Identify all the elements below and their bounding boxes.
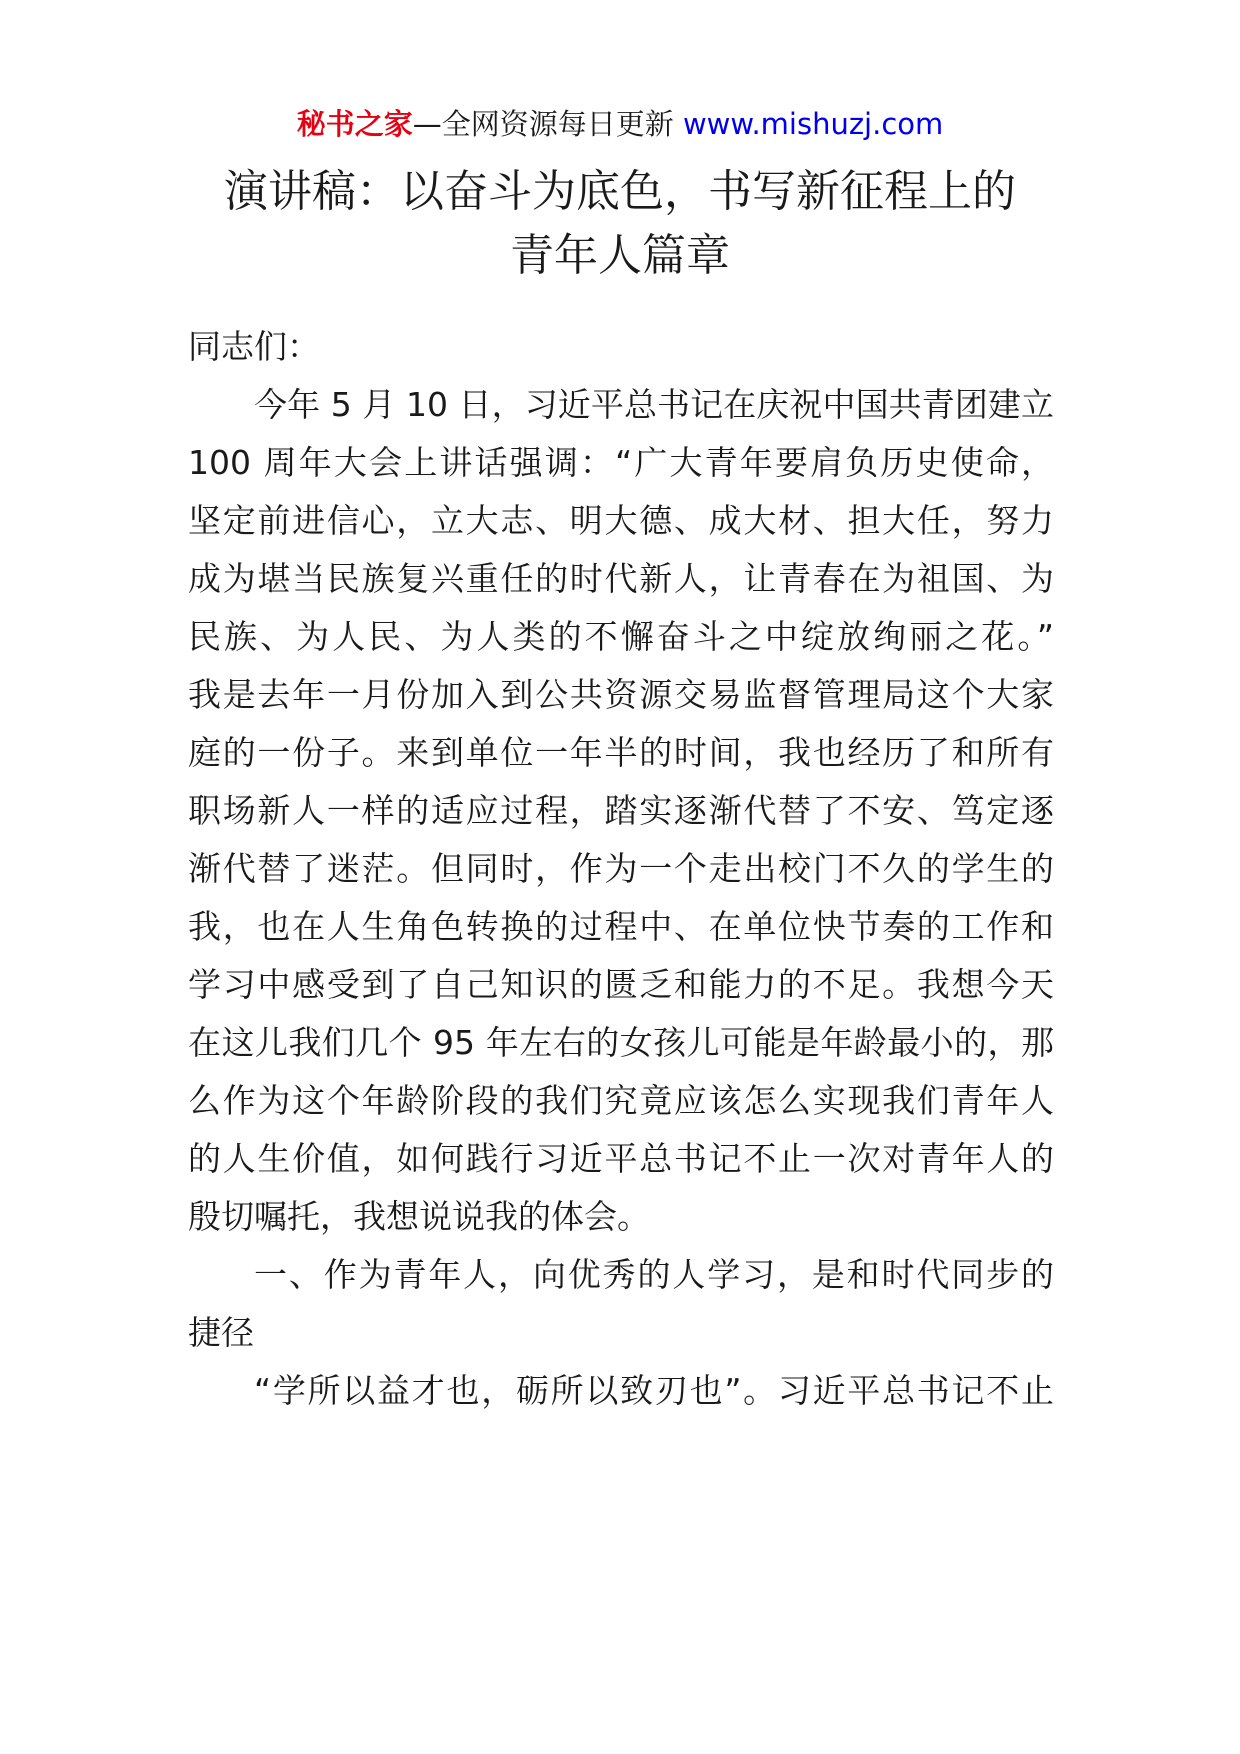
paragraph-line: 殷切嘱托，我想说说我的体会。 xyxy=(188,1197,650,1236)
paragraph-line: “学所以益才也，砺所以致刃也”。习近平总书记不止 xyxy=(254,1371,1054,1410)
paragraph-line: 我，也在人生角色转换的过程中、在单位快节奏的工作和 xyxy=(188,907,1054,946)
document-title-line-2: 青年人篇章 xyxy=(510,230,730,281)
paragraph-line: 今年 5 月 10 日，习近平总书记在庆祝中国共青团建立 xyxy=(254,385,1054,424)
section-heading-line-2: 捷径 xyxy=(188,1313,254,1352)
paragraph-line: 学习中感受到了自己知识的匮乏和能力的不足。我想今天 xyxy=(188,965,1054,1004)
site-url-link[interactable]: www.mishuzj.com xyxy=(682,107,944,141)
section-heading-line-1: 一、作为青年人，向优秀的人学习，是和时代同步的 xyxy=(254,1255,1054,1294)
paragraph-line: 民族、为人民、为人类的不懈奋斗之中绽放绚丽之花。” xyxy=(188,617,1054,656)
paragraph-line: 成为堪当民族复兴重任的时代新人，让青春在为祖国、为 xyxy=(188,559,1054,598)
paragraph-line: 渐代替了迷茫。但同时，作为一个走出校门不久的学生的 xyxy=(188,849,1054,888)
paragraph-line: 100 周年大会上讲话强调：“广大青年要肩负历史使命， xyxy=(188,443,1054,482)
paragraph-line: 职场新人一样的适应过程，踏实逐渐代替了不安、笃定逐 xyxy=(188,791,1054,830)
header-tagline: —全网资源每日更新 xyxy=(412,107,683,141)
paragraph-line: 在这儿我们几个 95 年左右的女孩儿可能是年龄最小的，那 xyxy=(188,1023,1054,1062)
brand-name: 秘书之家 xyxy=(296,107,413,141)
paragraph-line: 坚定前进信心，立大志、明大德、成大材、担大任，努力 xyxy=(188,501,1054,540)
salutation: 同志们： xyxy=(188,327,320,366)
paragraph-line: 我是去年一月份加入到公共资源交易监督管理局这个大家 xyxy=(188,675,1054,714)
paragraph-line: 庭的一份子。来到单位一年半的时间，我也经历了和所有 xyxy=(188,733,1054,772)
paragraph-line: 么作为这个年龄阶段的我们究竟应该怎么实现我们青年人 xyxy=(188,1081,1054,1120)
document-title-line-1: 演讲稿：以奋斗为底色，书写新征程上的 xyxy=(224,166,1016,217)
site-header xyxy=(0,104,1240,144)
paragraph-line: 的人生价值，如何践行习近平总书记不止一次对青年人的 xyxy=(188,1139,1054,1178)
